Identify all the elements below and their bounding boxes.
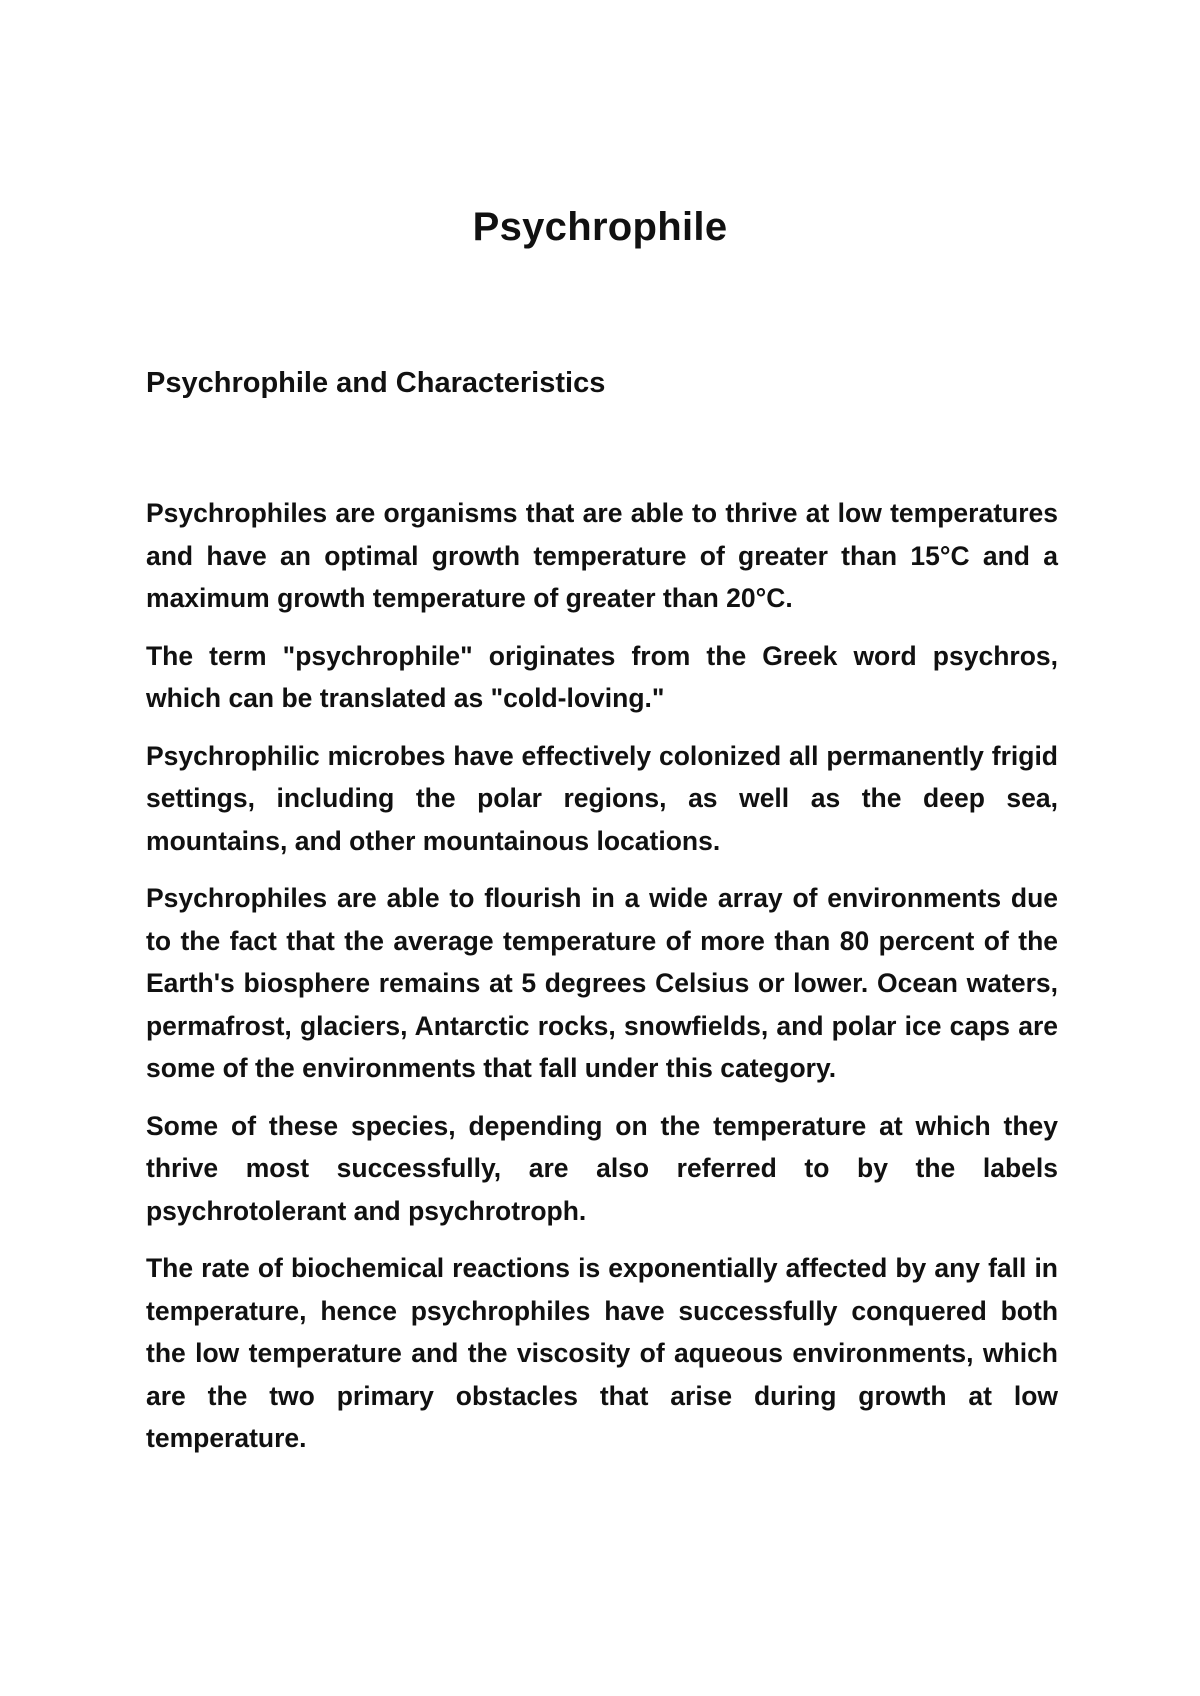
paragraph: Psychrophilic microbes have effectively colonized all permanently frigid settings, including the polar regions, as well as the deep sea, mountains, and other mountainous locations. xyxy=(146,740,1058,856)
paragraph: The rate of biochemical reactions is exponentially affected by any fall in temperature, hence psychrophiles have successfully conquered both the low temperature and the viscosity of aqueous environments, which are the two primary obstacles that arise during growth at low temperature. xyxy=(146,1253,1058,1453)
paragraph: Psychrophiles are organisms that are able to thrive at low temperatures and have an optimal growth temperature of greater than 15°C and a maximum growth temperature of greater than 20°C. xyxy=(146,498,1058,613)
body-text xyxy=(146,492,1058,1475)
section-heading: Psychrophile and Characteristics xyxy=(146,367,606,399)
paragraph: Psychrophiles are able to flourish in a wide array of environments due to the fact that the average temperature of more than 80 percent of the Earth's biosphere remains at 5 degrees Celsius or lower. Ocean waters, permafrost, glaciers, Antarctic rocks, snowfields, and polar ice caps are some of the environments that fall under this category. xyxy=(146,883,1058,1083)
paragraph: The term "psychrophile" originates from the Greek word psychros, which can be translated as "cold-loving." xyxy=(146,640,1058,713)
paragraph: Some of these species, depending on the temperature at which they thrive most successfully, are also referred to by the labels psychrotolerant and psychrotroph. xyxy=(146,1110,1058,1226)
document-title: Psychrophile xyxy=(472,205,728,249)
